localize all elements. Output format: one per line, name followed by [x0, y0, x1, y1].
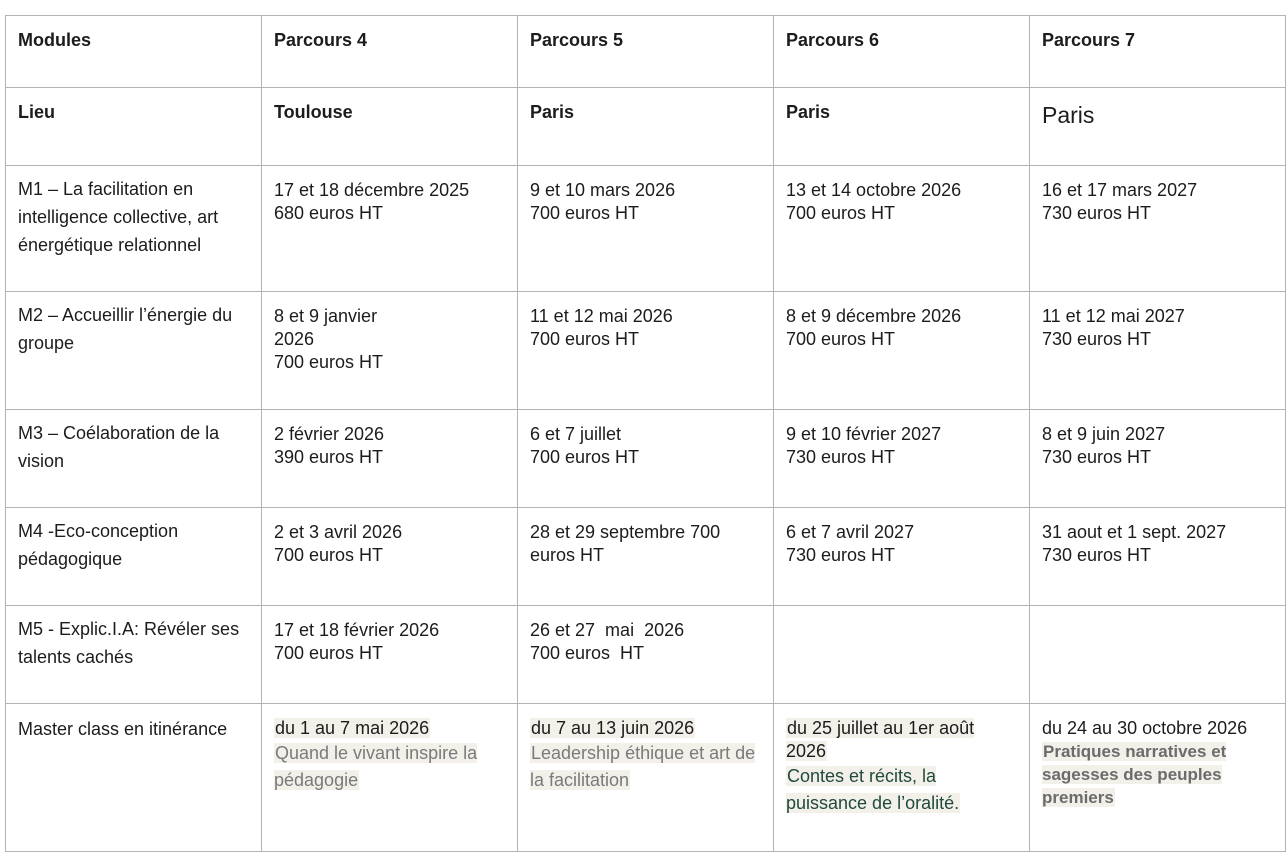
masterclass-date: du 25 juillet au 1er août 2026: [786, 718, 975, 761]
session-date: 2 et 3 avril 2026: [274, 522, 403, 542]
session-price: 700 euros HT: [786, 203, 896, 223]
session-cell: [518, 508, 774, 606]
masterclass-title: Leadership éthique et art de la facilitation: [530, 743, 756, 790]
session-date: 11 et 12 mai 2026: [530, 306, 673, 326]
session-cell: [518, 606, 774, 704]
session-cell: [262, 508, 518, 606]
session-date: 17 et 18 décembre 2025: [274, 180, 470, 200]
lieu-parcours-6: Paris: [774, 88, 1030, 166]
header-parcours-5: Parcours 5: [518, 16, 774, 88]
session-price: 730 euros HT: [1042, 545, 1152, 565]
masterclass-date: du 7 au 13 juin 2026: [531, 718, 695, 738]
empty-cell: [774, 606, 1030, 704]
session-cell: [774, 410, 1030, 508]
lieu-label: Lieu: [6, 88, 262, 166]
session-price: 700 euros HT: [530, 203, 640, 223]
session-date: 2 février 2026: [274, 424, 385, 444]
session-price: 730 euros HT: [786, 447, 896, 467]
session-cell: [262, 410, 518, 508]
table-row: [6, 508, 1286, 606]
session-price: 700 euros HT: [274, 545, 384, 565]
session-cell: [518, 292, 774, 410]
session-date: 26 et 27 mai 2026: [530, 620, 685, 640]
session-price: 700 euros HT: [530, 643, 645, 663]
session-date: 16 et 17 mars 2027: [1042, 180, 1198, 200]
table-row: [6, 292, 1286, 410]
session-cell: [262, 292, 518, 410]
lieu-parcours-5: Paris: [518, 88, 774, 166]
table-row: [6, 606, 1286, 704]
session-date: 9 et 10 mars 2026: [530, 180, 676, 200]
masterclass-title: Contes et récits, la puissance de l’oralité.: [786, 766, 960, 813]
session-price: 680 euros HT: [274, 203, 384, 223]
session-price: 700 euros HT: [530, 329, 640, 349]
module-label-m3: M3 – Coélaboration de la vision: [6, 410, 262, 508]
header-parcours-4: Parcours 4: [262, 16, 518, 88]
header-parcours-7: Parcours 7: [1030, 16, 1286, 88]
session-date: 13 et 14 octobre 2026: [786, 180, 962, 200]
session-price: 390 euros HT: [274, 447, 384, 467]
session-cell: [1030, 166, 1286, 292]
session-date: 8 et 9 juin 2027: [1042, 424, 1166, 444]
session-cell: [774, 166, 1030, 292]
session-cell: [774, 508, 1030, 606]
masterclass-date: du 24 au 30 octobre 2026: [1042, 718, 1248, 738]
table-row: [6, 410, 1286, 508]
session-date: 11 et 12 mai 2027: [1042, 306, 1185, 326]
lieu-parcours-4: Toulouse: [262, 88, 518, 166]
masterclass-row: [6, 704, 1286, 852]
session-price: 700 euros HT: [530, 447, 640, 467]
session-price: 700 euros HT: [274, 352, 384, 372]
masterclass-title: Quand le vivant inspire la pédagogie: [274, 743, 478, 790]
session-date: 9 et 10 février 2027: [786, 424, 942, 444]
session-cell: [518, 166, 774, 292]
schedule-table: [5, 15, 1286, 852]
masterclass-cell: [518, 704, 774, 852]
session-cell: [774, 292, 1030, 410]
masterclass-cell: [774, 704, 1030, 852]
masterclass-date: du 1 au 7 mai 2026: [275, 718, 430, 738]
lieu-parcours-7: Paris: [1030, 88, 1286, 166]
session-cell: [262, 166, 518, 292]
session-date-year: 2026: [274, 329, 315, 349]
session-cell: [1030, 410, 1286, 508]
session-cell: [262, 606, 518, 704]
masterclass-label: Master class en itinérance: [6, 704, 262, 852]
empty-cell: [1030, 606, 1286, 704]
session-date: 8 et 9 décembre 2026: [786, 306, 962, 326]
masterclass-cell: [262, 704, 518, 852]
session-cell: [1030, 292, 1286, 410]
session-date: 17 et 18 février 2026: [274, 620, 440, 640]
session-price: 730 euros HT: [1042, 329, 1152, 349]
session-cell: [1030, 508, 1286, 606]
masterclass-title: Pratiques narratives et sagesses des peuples premiers: [1042, 742, 1227, 807]
session-price: 700 euros HT: [786, 329, 896, 349]
session-date: 8 et 9 janvier: [274, 306, 378, 326]
session-price: 730 euros HT: [1042, 203, 1152, 223]
session-date: 31 aout et 1 sept. 2027: [1042, 522, 1227, 542]
session-date: 6 et 7 juillet: [530, 424, 622, 444]
module-label-m4: M4 -Eco-conception pédagogique: [6, 508, 262, 606]
module-label-m2: M2 – Accueillir l’énergie du groupe: [6, 292, 262, 410]
module-label-m5: M5 - Explic.I.A: Révéler ses talents cachés: [6, 606, 262, 704]
masterclass-cell: [1030, 704, 1286, 852]
session-price: 730 euros HT: [786, 545, 896, 565]
header-parcours-6: Parcours 6: [774, 16, 1030, 88]
header-modules: Modules: [6, 16, 262, 88]
module-label-m1: M1 – La facilitation en intelligence collective, art énergétique relationnel: [6, 166, 262, 292]
session-cell: [518, 410, 774, 508]
session-date: 28 et 29 septembre 700 euros HT: [530, 522, 721, 565]
session-price: 730 euros HT: [1042, 447, 1152, 467]
table-row: [6, 166, 1286, 292]
header-row: [6, 16, 1286, 88]
session-price: 700 euros HT: [274, 643, 384, 663]
lieu-row: [6, 88, 1286, 166]
session-date: 6 et 7 avril 2027: [786, 522, 915, 542]
